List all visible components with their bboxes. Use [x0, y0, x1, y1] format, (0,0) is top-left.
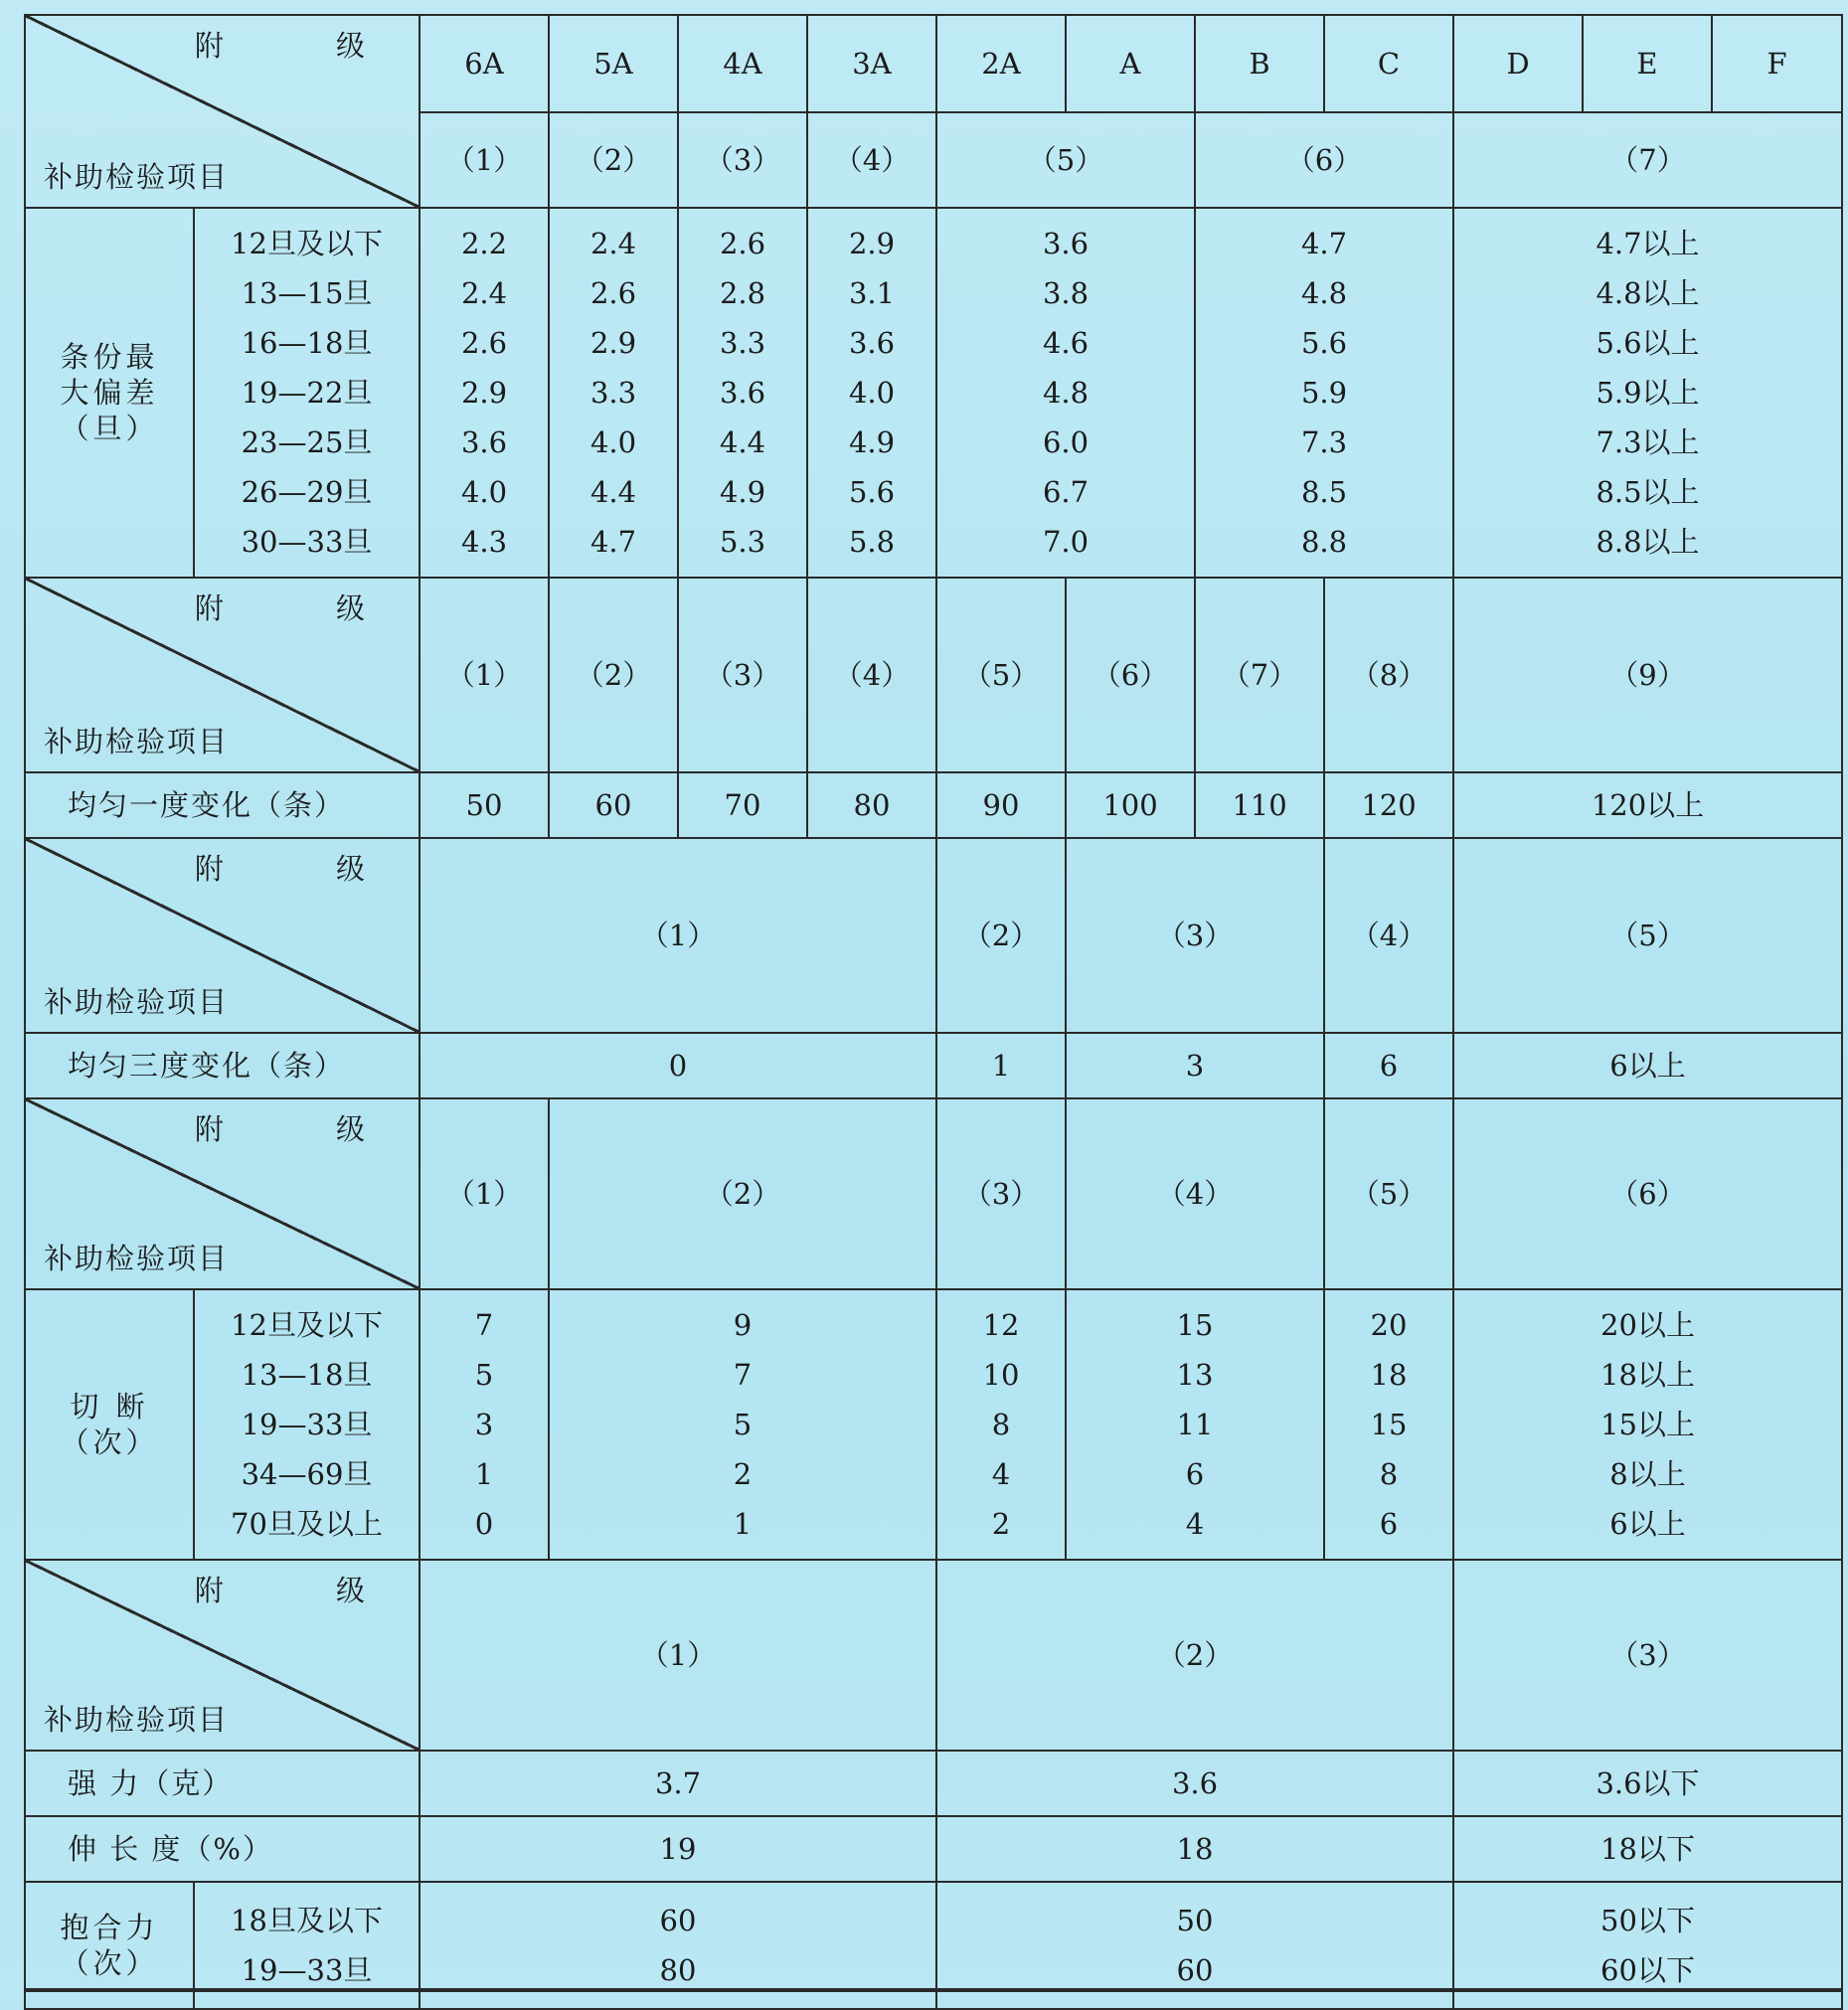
- label-line: （次）: [60, 1946, 159, 1980]
- sub-grade-number: （2）: [549, 1098, 936, 1289]
- sub-grade-number: （4）: [1066, 1098, 1324, 1289]
- cell-value: 3.6: [1042, 227, 1090, 260]
- value-column: [807, 208, 936, 578]
- cell-value: 3.6: [719, 376, 766, 410]
- bottom-rule: [24, 1988, 1841, 1992]
- cell-value: 3.3: [589, 376, 637, 410]
- cell-value: 60: [659, 1904, 697, 1937]
- cell-value: 7.3: [1300, 425, 1348, 459]
- item-corner-label: 补助检验项目: [44, 1702, 230, 1737]
- sub-grade-number: （1）: [420, 578, 549, 772]
- grade-corner-label: 附 级: [194, 29, 418, 63]
- cell-value: 6.7: [1042, 475, 1090, 509]
- cell-value: 3.1: [848, 276, 896, 310]
- cell-value: 3.3: [719, 326, 766, 360]
- cell-value: 2.8: [719, 276, 766, 310]
- value-column: [1453, 1289, 1842, 1560]
- cell-value: 5.6以上: [1596, 326, 1700, 360]
- denier-range: 19—22旦: [241, 376, 373, 410]
- sub-grade-number: （4）: [807, 112, 936, 208]
- cell-value: 5.9: [1300, 376, 1348, 410]
- grade-corner-label: 附 级: [194, 852, 418, 886]
- cell-value: 5.6: [1300, 326, 1348, 360]
- cell-value: 0: [474, 1507, 494, 1541]
- cell-value: 2.2: [460, 227, 508, 260]
- grade-header-row: [25, 15, 1842, 112]
- cell-value: 3.6: [936, 1751, 1453, 1816]
- corner-header-5: [25, 1560, 420, 1751]
- cell-value: 6: [1379, 1507, 1399, 1541]
- cell-value: 1: [936, 1033, 1066, 1098]
- cell-value: 8: [1379, 1457, 1399, 1491]
- denier-range: 12旦及以下: [231, 1308, 383, 1342]
- cell-value: 4.4: [589, 475, 637, 509]
- cell-value: 90: [936, 772, 1066, 838]
- cell-value: 4.8: [1042, 376, 1090, 410]
- sub-grade-number: （1）: [420, 1098, 549, 1289]
- cell-value: 2.9: [460, 376, 508, 410]
- sub-grade-number: （2）: [936, 1560, 1453, 1751]
- grade-E: E: [1583, 15, 1712, 112]
- cell-value: 4.9: [848, 425, 896, 459]
- cell-value: 4.9: [719, 475, 766, 509]
- cell-value: 4: [1185, 1507, 1205, 1541]
- grade-A: A: [1066, 15, 1195, 112]
- cell-value: 70: [678, 772, 807, 838]
- cell-value: 5: [733, 1408, 753, 1441]
- denier-range: 12旦及以下: [231, 227, 383, 260]
- evenness-three-row: [25, 1033, 1842, 1098]
- cell-value: 120: [1324, 772, 1453, 838]
- sub-grade-number: （7）: [1195, 578, 1324, 772]
- elongation-label: 伸 长 度（%）: [25, 1816, 420, 1882]
- denier-range: 34—69旦: [241, 1457, 373, 1491]
- cell-value: 120以上: [1453, 772, 1842, 838]
- cell-value: 3.8: [1042, 276, 1090, 310]
- sub-grade-number: （6）: [1066, 578, 1195, 772]
- grade-corner-label: 附 级: [194, 1112, 418, 1146]
- corner-header-4: [25, 1098, 420, 1289]
- label-line: （次）: [60, 1425, 159, 1459]
- cell-value: 0: [420, 1033, 936, 1098]
- sub-grade-row-3: [25, 838, 1842, 1033]
- grade-corner-label: 附 级: [194, 591, 418, 625]
- cell-value: 8.8以上: [1596, 525, 1700, 559]
- sub-grade-number: （5）: [936, 112, 1195, 208]
- cell-value: 8: [991, 1408, 1011, 1441]
- elongation-row: [25, 1816, 1842, 1882]
- value-column: [549, 1289, 936, 1560]
- size-deviation-label: [25, 208, 194, 578]
- value-column: [936, 1289, 1066, 1560]
- sub-grade-number: （3）: [1453, 1560, 1842, 1751]
- cell-value: 60以下: [1600, 1953, 1695, 1987]
- value-column: [678, 208, 807, 578]
- cell-value: 15以上: [1600, 1408, 1695, 1441]
- cell-value: 100: [1066, 772, 1195, 838]
- cell-value: 15: [1176, 1308, 1214, 1342]
- cell-value: 8.8: [1300, 525, 1348, 559]
- denier-range: 13—18旦: [241, 1358, 373, 1392]
- sub-grade-number: （2）: [549, 112, 678, 208]
- grade-2A: 2A: [936, 15, 1066, 112]
- denier-range: 70旦及以上: [231, 1507, 383, 1541]
- cell-value: 4.0: [589, 425, 637, 459]
- cell-value: 4.0: [848, 376, 896, 410]
- label-line: 切 断: [70, 1389, 149, 1424]
- cell-value: 60: [1176, 1953, 1214, 1987]
- denier-range: 23—25旦: [241, 425, 373, 459]
- cell-value: 5.6: [848, 475, 896, 509]
- cell-value: 3.6以下: [1453, 1751, 1842, 1816]
- sub-grade-row-5: [25, 1560, 1842, 1751]
- cell-value: 18以上: [1600, 1358, 1695, 1392]
- sub-grade-number: （4）: [807, 578, 936, 772]
- sub-grade-number: （3）: [1066, 838, 1324, 1033]
- grade-D: D: [1453, 15, 1583, 112]
- raw-silk-grade-table: [24, 14, 1843, 2010]
- cell-value: 4.7以上: [1596, 227, 1700, 260]
- item-corner-label: 补助检验项目: [44, 1241, 230, 1275]
- cell-value: 50: [1176, 1904, 1214, 1937]
- item-corner-label: 补助检验项目: [44, 724, 230, 758]
- sub-grade-number: （5）: [1324, 1098, 1453, 1289]
- corner-header-3: [25, 838, 420, 1033]
- cell-value: 19: [420, 1816, 936, 1882]
- cell-value: 20以上: [1600, 1308, 1695, 1342]
- cell-value: 2.6: [589, 276, 637, 310]
- cell-value: 6.0: [1042, 425, 1090, 459]
- value-column: [420, 208, 549, 578]
- cell-value: 2.6: [460, 326, 508, 360]
- denier-range: 19—33旦: [241, 1953, 373, 1987]
- sub-grade-number: （4）: [1324, 838, 1453, 1033]
- cell-value: 2.9: [589, 326, 637, 360]
- sub-grade-number: （2）: [549, 578, 678, 772]
- cell-value: 6以上: [1609, 1507, 1686, 1541]
- cell-value: 1: [733, 1507, 753, 1541]
- cell-value: 4.8以上: [1596, 276, 1700, 310]
- cell-value: 20: [1370, 1308, 1408, 1342]
- value-column: [1453, 208, 1842, 578]
- size-deviation-row: [25, 208, 1842, 578]
- cell-value: 8.5: [1300, 475, 1348, 509]
- value-column: [936, 208, 1195, 578]
- denier-range: 16—18旦: [241, 326, 373, 360]
- cell-value: 6: [1185, 1457, 1205, 1491]
- cell-value: 6以上: [1453, 1033, 1842, 1098]
- grade-F: F: [1712, 15, 1842, 112]
- cell-value: 12: [982, 1308, 1020, 1342]
- label-line: （旦）: [60, 412, 159, 446]
- denier-range-list: [194, 208, 420, 578]
- sub-grade-row-4: [25, 1098, 1842, 1289]
- cell-value: 2.4: [460, 276, 508, 310]
- corner-header-2: [25, 578, 420, 772]
- cell-value: 10: [982, 1358, 1020, 1392]
- cell-value: 8.5以上: [1596, 475, 1700, 509]
- sub-grade-number: （6）: [1195, 112, 1453, 208]
- denier-range: 18旦及以下: [231, 1904, 383, 1937]
- sub-grade-number: （7）: [1453, 112, 1842, 208]
- grade-6A: 6A: [420, 15, 549, 112]
- evenness-three-label: 均匀三度变化（条）: [25, 1033, 420, 1098]
- item-corner-label: 补助检验项目: [44, 159, 230, 194]
- value-column: [549, 208, 678, 578]
- cell-value: 2: [991, 1507, 1011, 1541]
- cell-value: 3: [1066, 1033, 1324, 1098]
- cell-value: 8以上: [1609, 1457, 1686, 1491]
- cell-value: 7.3以上: [1596, 425, 1700, 459]
- cell-value: 13: [1176, 1358, 1214, 1392]
- label-line: 大偏差: [60, 375, 159, 410]
- grade-4A: 4A: [678, 15, 807, 112]
- cell-value: 4.0: [460, 475, 508, 509]
- cell-value: 7: [733, 1358, 753, 1392]
- cell-value: 3.6: [460, 425, 508, 459]
- sub-grade-number: （1）: [420, 1560, 936, 1751]
- cell-value: 1: [474, 1457, 494, 1491]
- breakage-row: [25, 1289, 1842, 1560]
- cell-value: 2.9: [848, 227, 896, 260]
- cell-value: 5: [474, 1358, 494, 1392]
- evenness-one-row: [25, 772, 1842, 838]
- cell-value: 5.8: [848, 525, 896, 559]
- cell-value: 4.7: [1300, 227, 1348, 260]
- cell-value: 50以下: [1600, 1904, 1695, 1937]
- cell-value: 7: [474, 1308, 494, 1342]
- cell-value: 3: [474, 1408, 494, 1441]
- grade-corner-label: 附 级: [194, 1574, 418, 1607]
- label-line: 抱合力: [60, 1910, 159, 1944]
- denier-range: 19—33旦: [241, 1408, 373, 1441]
- value-column: [1066, 1289, 1324, 1560]
- sub-grade-number: （5）: [1453, 838, 1842, 1033]
- sub-grade-number: （5）: [936, 578, 1066, 772]
- sub-grade-number: （9）: [1453, 578, 1842, 772]
- cell-value: 3.7: [420, 1751, 936, 1816]
- strength-label: 强 力（克）: [25, 1751, 420, 1816]
- denier-range: 13—15旦: [241, 276, 373, 310]
- sub-grade-number: （3）: [678, 578, 807, 772]
- sub-grade-number: （2）: [936, 838, 1066, 1033]
- cell-value: 80: [659, 1953, 697, 1987]
- cell-value: 4.8: [1300, 276, 1348, 310]
- corner-header-1: [25, 15, 420, 208]
- cell-value: 18: [1370, 1358, 1408, 1392]
- cell-value: 4.4: [719, 425, 766, 459]
- cell-value: 6: [1324, 1033, 1453, 1098]
- value-column: [420, 1289, 549, 1560]
- cell-value: 4.3: [460, 525, 508, 559]
- cell-value: 2.4: [589, 227, 637, 260]
- cell-value: 3.6: [848, 326, 896, 360]
- cell-value: 9: [733, 1308, 753, 1342]
- sub-grade-number: （1）: [420, 112, 549, 208]
- strength-row: [25, 1751, 1842, 1816]
- cell-value: 7.0: [1042, 525, 1090, 559]
- value-column: [1195, 208, 1453, 578]
- cell-value: 11: [1176, 1408, 1214, 1441]
- cell-value: 110: [1195, 772, 1324, 838]
- label-line: 条份最: [60, 339, 159, 374]
- sub-grade-number: （3）: [678, 112, 807, 208]
- grade-3A: 3A: [807, 15, 936, 112]
- item-corner-label: 补助检验项目: [44, 984, 230, 1019]
- cell-value: 5.9以上: [1596, 376, 1700, 410]
- denier-range: 30—33旦: [241, 525, 373, 559]
- cell-value: 60: [549, 772, 678, 838]
- grade-C: C: [1324, 15, 1453, 112]
- breakage-label: [25, 1289, 194, 1560]
- cell-value: 18以下: [1453, 1816, 1842, 1882]
- sub-grade-number: （6）: [1453, 1098, 1842, 1289]
- sub-grade-row-2: [25, 578, 1842, 772]
- denier-range: 26—29旦: [241, 475, 373, 509]
- grade-5A: 5A: [549, 15, 678, 112]
- cell-value: 18: [936, 1816, 1453, 1882]
- sub-grade-number: （8）: [1324, 578, 1453, 772]
- cell-value: 80: [807, 772, 936, 838]
- cell-value: 4: [991, 1457, 1011, 1491]
- sub-grade-number: （1）: [420, 838, 936, 1033]
- cell-value: 2.6: [719, 227, 766, 260]
- cell-value: 2: [733, 1457, 753, 1491]
- sub-grade-number: （3）: [936, 1098, 1066, 1289]
- value-column: [1324, 1289, 1453, 1560]
- evenness-one-label: 均匀一度变化（条）: [25, 772, 420, 838]
- cell-value: 15: [1370, 1408, 1408, 1441]
- cell-value: 4.7: [589, 525, 637, 559]
- cell-value: 4.6: [1042, 326, 1090, 360]
- cell-value: 50: [420, 772, 549, 838]
- denier-range-list: [194, 1289, 420, 1560]
- cell-value: 5.3: [719, 525, 766, 559]
- grade-B: B: [1195, 15, 1324, 112]
